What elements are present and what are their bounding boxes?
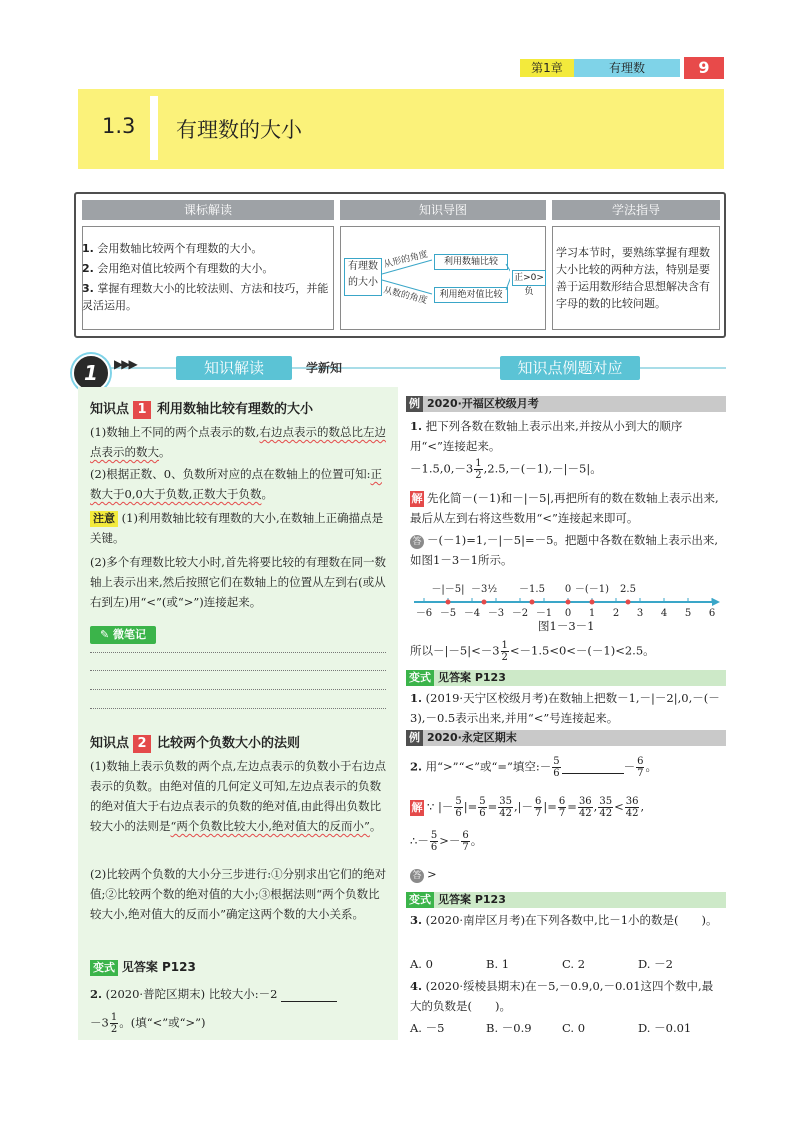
point-marker: [566, 600, 571, 605]
point-marker: [530, 600, 535, 605]
example-q2: 2. 用“>”“<”或“=”填空:－ $\frac{5}{6}$ － $\frac{6}{7}$ 。: [410, 756, 657, 779]
tick-label: －6: [415, 608, 433, 619]
knowledge-subtitle: 学新知: [306, 361, 343, 375]
point-marker: [590, 600, 595, 605]
option-a[interactable]: A. －5: [410, 1021, 445, 1035]
title-divider: [150, 96, 158, 160]
page-number: 9: [684, 57, 724, 79]
variant-label-left: 变式 见答案 P123: [90, 958, 196, 976]
point-label: －|－5|: [431, 584, 465, 595]
tick-label: 5: [684, 608, 692, 619]
example-bar-1: 例 2020·开福区校级月考: [406, 396, 726, 412]
example-q1: 1. 把下列各数在数轴上表示出来,并按从小到大的顺序用“<”连接起来。: [410, 419, 683, 453]
tab-knowledge-map: 知识导图: [340, 200, 546, 220]
triple-arrow-icon: ▶▶▶: [114, 357, 136, 371]
option-c[interactable]: C. 0: [562, 1021, 586, 1035]
kp1-note1: 注意 (1)利用数轴比较有理数的大小,在数轴上正确描点是关键。: [90, 511, 384, 545]
tab-study-guide: 学法指导: [552, 200, 720, 220]
kp1-point1: (1)数轴上不同的两个点表示的数,右边点表示的数总比左边点表示的数大。: [90, 425, 386, 459]
kp2-heading: 知识点 2 比较两个负数大小的法则: [90, 736, 301, 751]
note-line: [90, 670, 386, 671]
tick-label: －1: [535, 608, 553, 619]
left-q2: 2. (2020·普陀区期末) 比较大小:－2: [90, 984, 390, 1004]
map-box-numberline: 利用数轴比较: [434, 254, 508, 270]
option-b[interactable]: B. 1: [486, 957, 510, 971]
answer-1: 答 －(－1)=1,－|－5|=－5。把题中各数在数轴上表示出来,如图1－3－1所示。: [410, 533, 719, 567]
variant-bar-1: 变式 见答案 P123: [406, 670, 726, 686]
tick-label: 4: [660, 608, 668, 619]
point-marker: [446, 600, 451, 605]
question-4: 4. (2020·绥棱县期末)在－5,－0.9,0,－0.01这四个数中,最大的负数是( )。: [410, 979, 714, 1013]
kp1-number: 1: [133, 401, 151, 419]
option-a[interactable]: A. 0: [410, 957, 433, 971]
note-tag: 注意: [90, 511, 118, 527]
standard-item: 2. 会用绝对值比较两个有理数的大小。: [82, 262, 274, 275]
tick-label: －4: [463, 608, 481, 619]
map-box-absolute: 利用绝对值比较: [434, 287, 508, 303]
map-result: 正>0>负: [512, 270, 546, 286]
note-line: [90, 708, 386, 709]
standard-item: 1. 会用数轴比较两个有理数的大小。: [82, 242, 263, 255]
section-number: 1.3: [102, 114, 136, 138]
tick-label: 6: [708, 608, 716, 619]
point-marker: [626, 600, 631, 605]
kp2-point2: (2)比较两个负数的大小分三步进行:①分别求出它们的绝对值;②比较两个数的绝对值的大小;③根据法则“两个负数比较大小,绝对值大的反而小”确定这两个数的大小关系。: [90, 867, 387, 921]
question-4-options: [410, 1020, 714, 1036]
answer-blank[interactable]: [281, 989, 337, 1002]
option-d[interactable]: D. －2: [638, 957, 673, 971]
kp1-note2: (2)多个有理数比较大小时,首先将要比较的有理数在同一数轴上表示出来,然后按照它们在数轴上的位置从左到右(或从右到左)用“<”(或“>”)连接起来。: [90, 555, 386, 609]
tick-label: －5: [439, 608, 457, 619]
tick-label: 2: [612, 608, 620, 619]
standard-item: 3. 掌握有理数大小的比较法则、方法和技巧，并能灵活运用。: [82, 282, 329, 312]
knowledge-tab: 知识解读: [176, 356, 292, 380]
axis-arrow: [712, 598, 720, 606]
option-b[interactable]: B. －0.9: [486, 1021, 532, 1035]
topic-label: 有理数: [574, 59, 680, 77]
answer-2: 答 >: [410, 864, 437, 884]
study-guide-text: 学习本节时，要熟练掌握有理数大小比较的两种方法，特别是要善于运用数形结合思想解决含有字母的数的比较问题。: [556, 246, 710, 310]
example-bar-2: 例 2020·永定区期末: [406, 730, 726, 746]
title-band: [78, 89, 724, 169]
variant-q1: 1. (2019·天宁区校级月考)在数轴上把数－1,－|－2|,0,－(－3),－0.5表示出来,并用“<”号连接起来。: [410, 691, 720, 725]
example-q1-numbers: －1.5,0,－3 $\frac{1}{2}$ ,2.5,－(－1),－|－5|。: [410, 458, 602, 481]
map-root: 有理数的大小: [344, 258, 382, 296]
question-3: 3. (2020·南岸区月考)在下列各数中,比－1小的数是( )。: [410, 913, 718, 927]
examples-tab: 知识点例题对应: [500, 356, 640, 380]
option-c[interactable]: C. 2: [562, 957, 586, 971]
kp2-number: 2: [133, 735, 151, 753]
figure-caption: 图1－3－1: [538, 619, 595, 633]
tick-label: －2: [511, 608, 529, 619]
point-label: －(－1): [574, 584, 610, 595]
left-q2-cont: －3 $\frac{1}{2}$ 。(填“<”或“>”): [90, 1012, 206, 1035]
note-line: [90, 652, 386, 653]
tick-label: 1: [588, 608, 596, 619]
section-badge: 1: [72, 354, 110, 392]
note-line: [90, 689, 386, 690]
point-marker: [482, 600, 487, 605]
answer-blank[interactable]: [562, 761, 624, 774]
tick-label: 0: [564, 608, 572, 619]
map-branch-bottom-label: 从数的角度: [382, 285, 429, 307]
micro-notes-badge: ✎ 微笔记: [90, 626, 156, 644]
point-label: －3½: [470, 584, 498, 595]
solution-1: 解 先化简－(－1)和－|－5|,再把所有的数在数轴上表示出来,最后从左到右将这些数用“<”连接起来即可。: [410, 491, 719, 525]
solution-2-conclusion: ∴－ $\frac{5}{6}$ >－ $\frac{6}{7}$ 。: [410, 830, 483, 853]
standards-list: [82, 240, 334, 317]
question-3-options: [410, 956, 714, 972]
kp1-point2: (2)根据正数、0、负数所对应的点在数轴上的位置可知:正数大于0,0大于负数,正数大于负数。: [90, 467, 382, 501]
chapter-label: 第1章: [520, 59, 574, 77]
answer-1-final: 所以－|－5|<－3 $\frac{1}{2}$ <－1.5<0<－(－1)<2.5。: [410, 640, 655, 663]
point-label: 0: [564, 584, 572, 595]
tick-label: －3: [487, 608, 505, 619]
tab-standards: 课标解读: [82, 200, 334, 220]
kp1-heading: 知识点 1 利用数轴比较有理数的大小: [90, 402, 314, 417]
map-branch-top-label: 从形的角度: [382, 249, 429, 271]
tick-label: 3: [636, 608, 644, 619]
kp2-point1: (1)数轴上表示负数的两个点,左边点表示的负数小于右边点表示的负数。由绝对值的几何定义可知,左边点表示的负数的绝对值大于右边点表示的负数的绝对值,由此得出负数比较大小的法则是“两个负数比较大小,绝对值大的反而小”。: [90, 759, 386, 833]
variant-bar-2: 变式 见答案 P123: [406, 892, 726, 908]
page-title: 有理数的大小: [176, 118, 302, 142]
point-label: －1.5: [519, 584, 545, 595]
option-d[interactable]: D. －0.01: [638, 1021, 692, 1035]
solution-2: 解 ∵ |－ $\frac{5}{6}$ |= $\frac{5}{6}$ = $\frac{35}{42}$ ,|－ $\frac{6}{7}$ |= $\frac{6}{7}$ = $\frac{36}{42}$ , $\frac{35}{42}$ < $\frac{36}{42}$ ,: [411, 796, 645, 819]
point-label: 2.5: [620, 584, 636, 595]
